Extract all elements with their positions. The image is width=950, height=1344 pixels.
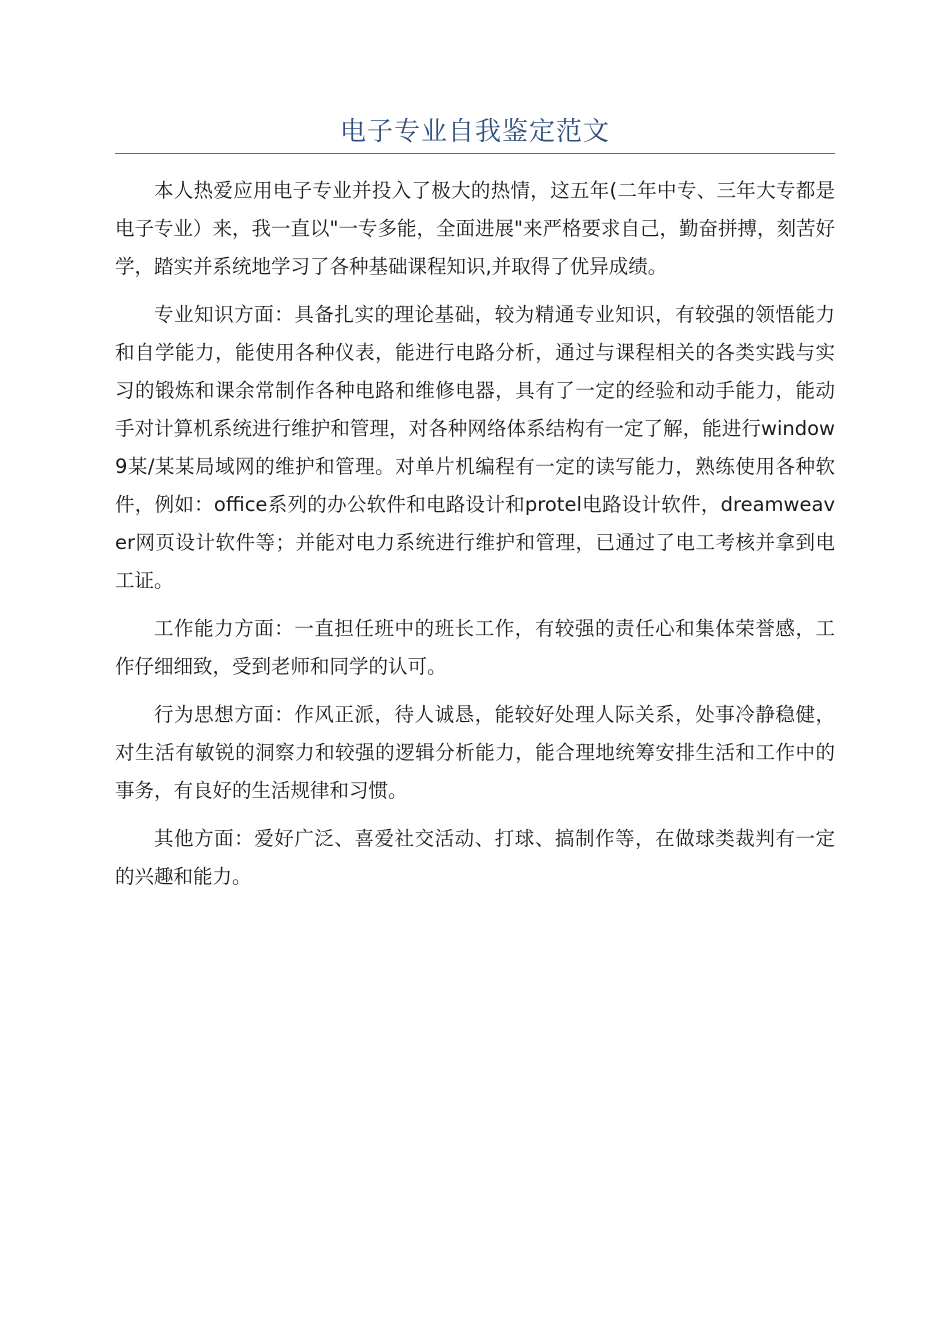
page-title: 电子专业自我鉴定范文 (339, 117, 610, 147)
paragraph-work-ability: 工作能力方面：一直担任班中的班长工作，有较强的责任心和集体荣誉感，工作仔细细致，受到老师和同学的认可。 (115, 617, 835, 678)
paragraph-intro: 本人热爱应用电子专业并投入了极大的热情，这五年(二年中专、三年大专都是电子专业）来，我一直以"一专多能，全面进展"来严格要求自己，勤奋拼搏，刻苦好学，踏实并系统地学习了各种基础课程知识,并取得了优异成绩。 (115, 179, 835, 278)
paragraph-professional-knowledge: 专业知识方面：具备扎实的理论基础，较为精通专业知识，有较强的领悟能力和自学能力，能使用各种仪表，能进行电路分析，通过与课程相关的各类实践与实习的锻炼和课余常制作各种电路和维修电器，具有了一定的经验和动手能力，能动手对计算机系统进行维护和管理，对各种网络体系结构有一定了解，能进行window9某/某某局域网的维护和管理。对单片机编程有一定的读写能力，熟练使用各种软件，例如：office系列的办公软件和电路设计和protel电路设计软件，dreamweaver网页设计软件等；并能对电力系统进行维护和管理，已通过了电工考核并拿到电工证。 (115, 303, 835, 592)
document-body (115, 172, 835, 906)
title-underline (115, 153, 835, 154)
paragraph-conduct: 行为思想方面：作风正派，待人诚恳，能较好处理人际关系，处事冷静稳健，对生活有敏锐的洞察力和较强的逻辑分析能力，能合理地统筹安排生活和工作中的事务，有良好的生活规律和习惯。 (115, 703, 835, 802)
paragraph-other: 其他方面：爱好广泛、喜爱社交活动、打球、搞制作等，在做球类裁判有一定的兴趣和能力。 (115, 827, 835, 888)
